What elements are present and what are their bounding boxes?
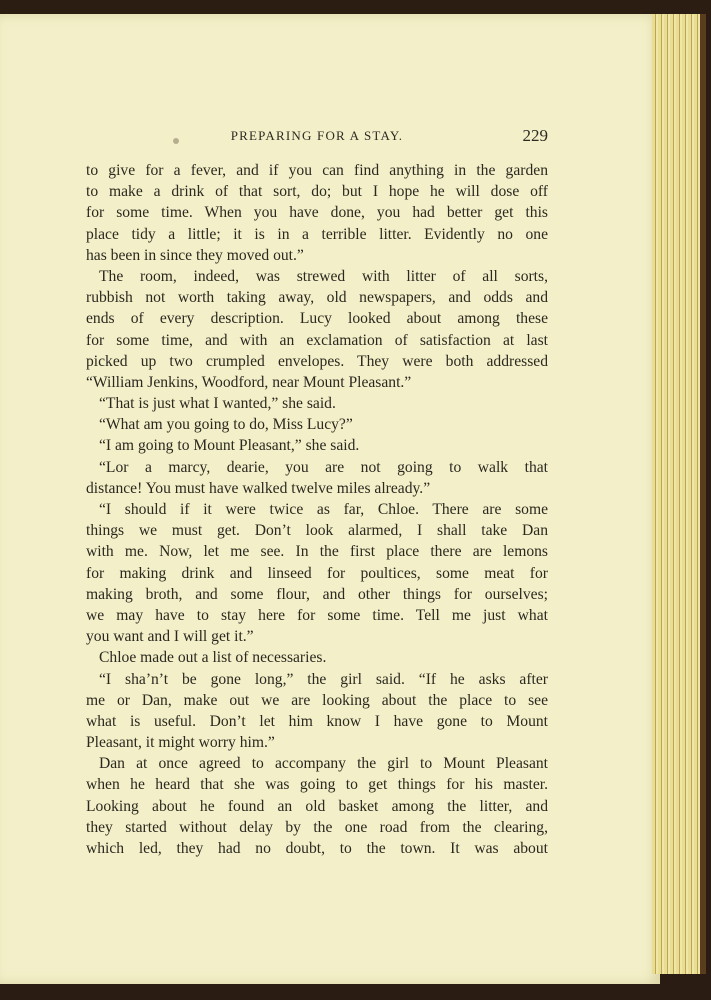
scan-border [0,0,711,14]
text-line: “I should if it were twice as far, Chloe. There are some [99,501,548,518]
page-header [86,128,548,148]
text-line: for some time, and with an exclamation of satisfaction at last [86,331,548,349]
text-line: distance! You must have walked twelve miles already.” [86,479,431,497]
text-line: which led, they had no doubt, to the town. It was about [86,840,548,857]
text-line: has been in since they moved out.” [86,246,304,264]
text-line: for some time. When you have done, you had better get this [86,204,548,222]
text-line: place tidy a little; it is in a terrible litter. Evidently no one [86,225,548,243]
text-line: ends of every description. Lucy looked about among these [86,310,548,328]
text-line: when he heard that she was going to get things for his master. [86,776,548,794]
text-line: The room, indeed, was strewed with litter of all sorts, [99,267,548,285]
text-line: “Lor a marcy, dearie, you are not going to walk that [99,458,548,476]
text-line: to give for a fever, and if you can find anything in the garden [86,162,548,179]
text-line: with me. Now, let me see. In the first place there are lemons [86,543,548,561]
text-line: me or Dan, make out we are looking about the place to see [86,691,548,709]
text-line: “What am you going to do, Miss Lucy?” [99,416,353,434]
text-line: for making drink and linseed for poultices, some meat for [86,564,548,582]
text-line: rubbish not worth taking away, old newspapers, and odds and [86,289,548,307]
text-line: “William Jenkins, Woodford, near Mount Pleasant.” [86,373,412,391]
page-number: 229 [522,126,548,145]
text-line: things we must get. Don’t look alarmed, I shall take Dan [86,522,548,540]
page-edges [652,14,706,974]
text-line: “I sha’n’t be gone long,” the girl said. “If he asks after [99,670,548,688]
text-line: making broth, and some flour, and other things for ourselves; [86,585,548,603]
text-line: “I am going to Mount Pleasant,” she said. [99,437,360,455]
text-line: to make a drink of that sort, do; but I hope he will dose off [86,183,548,201]
text-line: what is useful. Don’t let him know I have gone to Mount [86,712,548,730]
text-line: they started without delay by the one road from the clearing, [86,818,548,836]
running-title: PREPARING FOR A STAY. [230,128,404,143]
body-text [86,160,548,859]
text-line: Chloe made out a list of necessaries. [99,649,327,667]
text-line: we may have to stay here for some time. Tell me just what [86,606,548,624]
text-line: “That is just what I wanted,” she said. [99,395,336,413]
text-line: Looking about he found an old basket among the litter, and [86,797,548,815]
text-line: Pleasant, it might worry him.” [86,734,275,752]
text-line: Dan at once agreed to accompany the girl to Mount Pleasant [99,755,548,773]
text-line: picked up two crumpled envelopes. They were both addressed [86,352,548,370]
text-line: you want and I will get it.” [86,628,254,646]
